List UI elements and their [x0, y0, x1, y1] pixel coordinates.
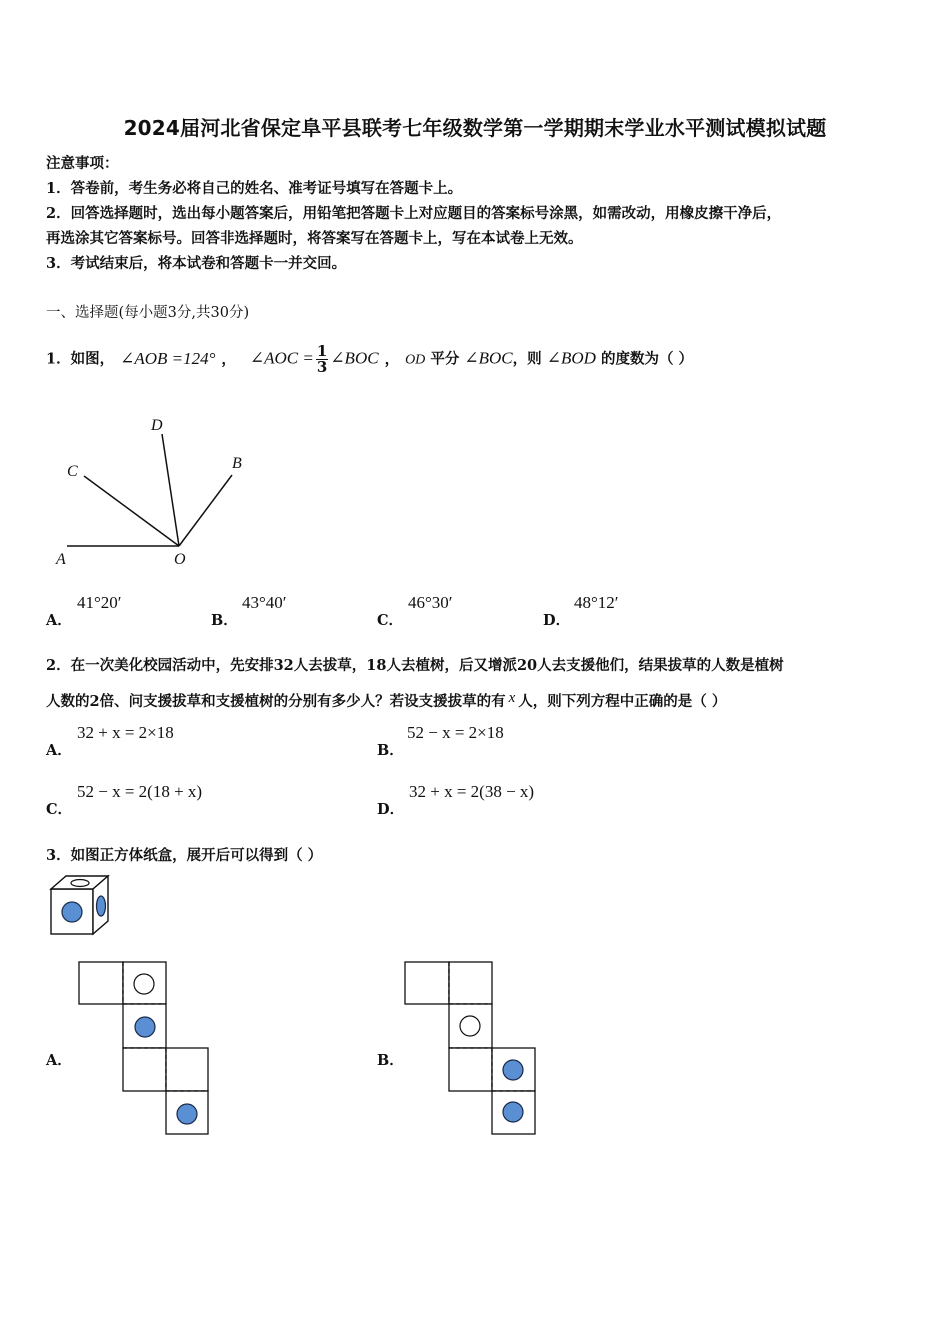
net-b-dot-2 [503, 1102, 523, 1122]
q2-option-a-value: 32 + x = 2×18 [77, 723, 174, 742]
q2-option-b-label: B． [377, 742, 404, 759]
net-b-dot-1 [503, 1060, 523, 1080]
q2-option-a-label: A． [46, 742, 72, 759]
q1-aoc-rhs: ∠BOC [330, 348, 379, 368]
q1-option-b-value: 43°40′ [242, 593, 287, 612]
label-c: C [67, 463, 78, 480]
q1-option-d-value: 48°12′ [574, 593, 619, 612]
q2-option-c-label: C． [46, 801, 73, 818]
q1-bod: ∠BOD [546, 348, 596, 368]
note-2-cont: 再选涂其它答案标号。回答非选择题时，将答案写在答题卡上，写在本试卷上无效。 [46, 230, 583, 247]
label-d: D [151, 417, 163, 434]
page-title: 2024届河北省保定阜平县联考七年级数学第一学期期末学业水平测试模拟试题 [123, 116, 827, 140]
q2-option-d-label: D． [377, 801, 405, 818]
label-o: O [174, 551, 186, 568]
net-b-ring [460, 1016, 480, 1036]
note-2: 2．回答选择题时，选出每小题答案后，用铅笔把答题卡上对应题目的答案标号涂黑，如需改动，用橡皮擦干净后， [46, 205, 782, 222]
q1-sep: ， [221, 350, 236, 368]
q1-boc: ∠BOC [464, 348, 513, 368]
q1-sep-2: ， [384, 350, 400, 368]
q2-line2-b: 人，则下列方程中正确的是（ ） [518, 693, 727, 710]
question-3: 3．如图正方体纸盒，展开后可以得到（ ） [46, 847, 323, 864]
note-1: 1．答卷前，考生务必将自己的姓名、准考证号填写在答题卡上。 [46, 180, 463, 197]
q1-suffix: 的度数为（ ） [595, 350, 694, 368]
q1-od: OD [405, 352, 426, 368]
fraction-denominator: 3 [316, 358, 328, 376]
q2-variable: x [508, 690, 516, 706]
q2-option-b-value: 52 − x = 2×18 [407, 723, 504, 742]
notes-heading: 注意事项： [46, 155, 119, 172]
question-2-line-1: 2．在一次美化校园活动中，先安排32人去拔草，18人去植树，后又增派20人去支援他们，结果拔草的人数是植树 [46, 657, 784, 674]
q1-option-c-label: C． [377, 612, 404, 629]
label-b: B [232, 455, 242, 472]
q1-prefix: 1．如图， [46, 350, 115, 368]
q1-option-c-value: 46°30′ [408, 593, 453, 612]
q1-aoc-lhs: ∠AOC = [249, 348, 314, 368]
q1-given-angle: ∠AOB =124° [120, 348, 216, 368]
q2-option-c-value: 52 − x = 2(18 + x) [77, 782, 203, 801]
q1-option-a-label: A． [46, 612, 72, 629]
q1-option-b-label: B． [211, 612, 238, 629]
q3-option-a-label: A． [46, 1052, 72, 1069]
q2-line2-a: 人数的2倍、问支援拔草和支援植树的分别有多少人？若设支援拔草的有 [46, 693, 506, 710]
q1-option-a-value: 41°20′ [77, 593, 122, 612]
label-a: A [56, 551, 66, 568]
q1-option-d-label: D． [543, 612, 571, 629]
q1-mid2: ，则 [512, 350, 547, 368]
q3-option-b-label: B． [377, 1052, 404, 1069]
section-heading: 一、选择题(每小题3分,共30分) [46, 305, 250, 321]
q1-mid: 平分 [425, 350, 465, 368]
note-3: 3．考试结束后，将本试卷和答题卡一并交回。 [46, 255, 347, 272]
fraction-numerator: 1 [316, 342, 328, 360]
q2-option-d-value: 32 + x = 2(38 − x) [409, 782, 535, 801]
